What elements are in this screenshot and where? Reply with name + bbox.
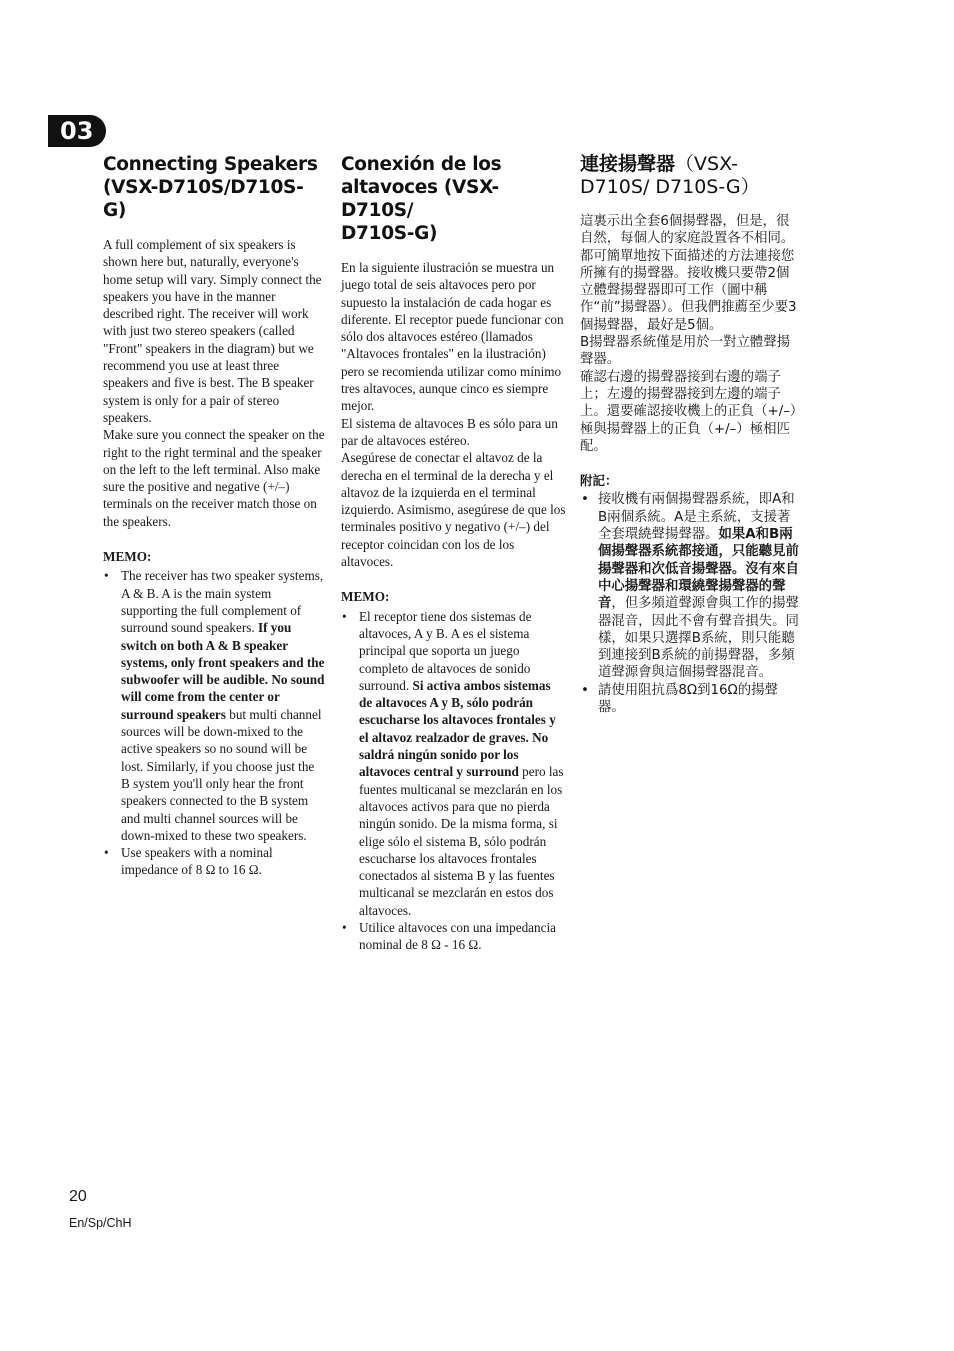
chinese-paragraph-3: 確認右邊的揚聲器接到右邊的端子上；左邊的揚聲器接到左邊的端子上。還要確認接收機上的正負（+/–）極與揚聲器上的正負（+/–）極相匹配。	[580, 369, 797, 454]
spanish-memo-item-1-text-end: pero las fuentes multicanal se mezclarán en los altavoces activos para que no pierda ningún sonido. De la misma forma, si elige sólo el sistema B, sólo podrán escucharse los altavoces frontales conectados al sistema B y las fuentes multicanal se mezclarán en estos dos altavoces.	[359, 764, 564, 918]
chinese-paragraph-1: 這裏示出全套6個揚聲器，但是，很自然，每個人的家庭設置各不相同。都可簡單地按下面描述的方法連接您所擁有的揚聲器。接收機只要帶2個立體聲揚聲器即可工作（圖中稱作“前”揚聲器）。但我們推薦至少要3個揚聲器，最好是5個。	[580, 214, 797, 333]
spanish-memo-item-2	[341, 919, 566, 954]
english-memo-list	[103, 567, 325, 878]
english-heading	[103, 153, 325, 222]
chinese-memo-item-2-text: 請使用阻抗爲8Ω到16Ω的揚聲器。	[598, 682, 778, 716]
spanish-heading-line1: Conexión de los	[341, 154, 502, 175]
chinese-paragraph-2: B揚聲器系統僅是用於一對立體聲揚聲器。	[580, 335, 791, 368]
chinese-heading-model: （VSX-D710S/ D710S-G）	[580, 153, 760, 198]
spanish-memo-item-1-text: El receptor tiene dos sistemas de altavoces, A y B. A es el sistema principal que soporta un juego completo de altavoces de sonido surround.	[359, 608, 532, 693]
chinese-column	[580, 153, 802, 716]
bullet-icon: •	[581, 682, 589, 698]
chinese-memo-item-1-text: 接收機有兩個揚聲器系統，即A和B兩個系統。A是主系統，支援著全套環繞聲揚聲器。	[598, 492, 795, 543]
spanish-paragraph-1: En la siguiente ilustración se muestra un juego total de seis altavoces pero por supuesto la instalación de cada hogar es diferente. El receptor puede funcionar con sólo dos altavoces estéreo (llamados "Altavoces frontales" en la ilustración) pero se recomienda utilizar como mínimo tres altavoces, aunque cinco es siempre mejor.	[341, 260, 564, 414]
chinese-memo-list	[580, 491, 802, 716]
chapter-tab: 03	[48, 115, 106, 147]
chinese-memo-item-2	[580, 682, 802, 717]
english-memo-item-1-text-end: but multi channel sources will be down-mixed to the active speakers so no sound will be lost. Similarly, if you choose just the B system you'll only hear the front speakers connected to the B system and multi channel sources will be down-mixed to these two speakers.	[121, 706, 322, 843]
english-memo-item-1-text: The receiver has two speaker systems, A & B. A is the main system supporting the full complement of surround sound speakers.	[121, 568, 324, 636]
spanish-paragraph-3: Asegúrese de conectar el altavoz de la derecha en el terminal de la derecha y el altavoz de la izquierda en el terminal izquierdo. Asimismo, asegúrese de que los terminales positivo y negativo (+/–) del receptor coincidan con los de los altavoces.	[341, 450, 566, 570]
english-heading-line2: (VSX-D710S/D710S-G)	[103, 177, 304, 221]
chinese-heading-bold: 連接揚聲器	[580, 153, 676, 175]
chinese-memo-item-1-text-end: ，但多頻道聲源會與工作的揚聲器混音，因此不會有聲音損失。同樣，如果只選擇B系統，則只能聽到連接到B系統的前揚聲器，多頻道聲源會與這個揚聲器混音。	[598, 596, 799, 681]
page-number: 20	[69, 1188, 87, 1205]
spanish-memo-list	[341, 608, 566, 954]
english-heading-line1: Connecting Speakers	[103, 154, 318, 175]
bullet-icon: •	[104, 568, 109, 584]
bullet-icon: •	[342, 919, 347, 935]
spanish-heading-line2: altavoces (VSX-D710S/	[341, 177, 499, 221]
english-memo-label: MEMO:	[103, 549, 152, 565]
bullet-icon: •	[581, 492, 589, 508]
english-memo-item-1	[103, 567, 325, 844]
chinese-memo-item-1	[580, 491, 802, 681]
spanish-memo-label: MEMO:	[341, 589, 390, 605]
spanish-column	[341, 153, 566, 954]
bullet-icon: •	[104, 845, 109, 861]
chinese-heading	[580, 153, 802, 199]
english-memo-item-2-text: Use speakers with a nominal impedance of 8 Ω to 16 Ω.	[121, 845, 273, 878]
spanish-memo-item-1-bold: Si activa ambos sistemas de altavoces A y B, sólo podrán escucharse los altavoces frontales y el altavoz realzador de graves. No saldrá ningún sonido por los altavoces central y surround	[359, 677, 556, 780]
english-memo-item-2	[103, 844, 325, 879]
spanish-memo-item-2-text: Utilice altavoces con una impedancia nominal de 8 Ω - 16 Ω.	[359, 919, 556, 953]
english-paragraph-2: Make sure you connect the speaker on the right to the right terminal and the speaker on the left to the left terminal. Also make sure the positive and negative (+/–) terminals on the receiver match those on the speakers.	[103, 427, 325, 529]
chinese-memo-item-1-bold: 如果A和B兩個揚聲器系統都接通，只能聽見前揚聲器和次低音揚聲器。沒有來自中心揚聲器和環繞聲揚聲器的聲音	[598, 527, 799, 612]
english-column	[103, 153, 325, 879]
spanish-heading	[341, 153, 566, 245]
spanish-memo-item-1	[341, 608, 566, 919]
spanish-paragraph-2: El sistema de altavoces B es sólo para un par de altavoces estéreo.	[341, 415, 558, 448]
english-memo-item-1-bold: If you switch on both A & B speaker systems, only front speakers and the subwoofer will be audible. No sound will come from the center or surround speakers	[121, 620, 325, 722]
language-code: En/Sp/ChH	[69, 1216, 132, 1230]
english-paragraph-1: A full complement of six speakers is shown here but, naturally, everyone's home setup will vary. Simply connect the speakers you have in the manner described right. The receiver will work with just two stereo speakers (called "Front" speakers in the diagram) but we recommend you use at least three speakers and five is best. The B speaker system is only for a pair of stereo speakers.	[103, 237, 322, 425]
bullet-icon: •	[342, 608, 347, 624]
chinese-memo-label: 附記：	[580, 473, 618, 489]
spanish-heading-line3: D710S-G)	[341, 223, 438, 244]
